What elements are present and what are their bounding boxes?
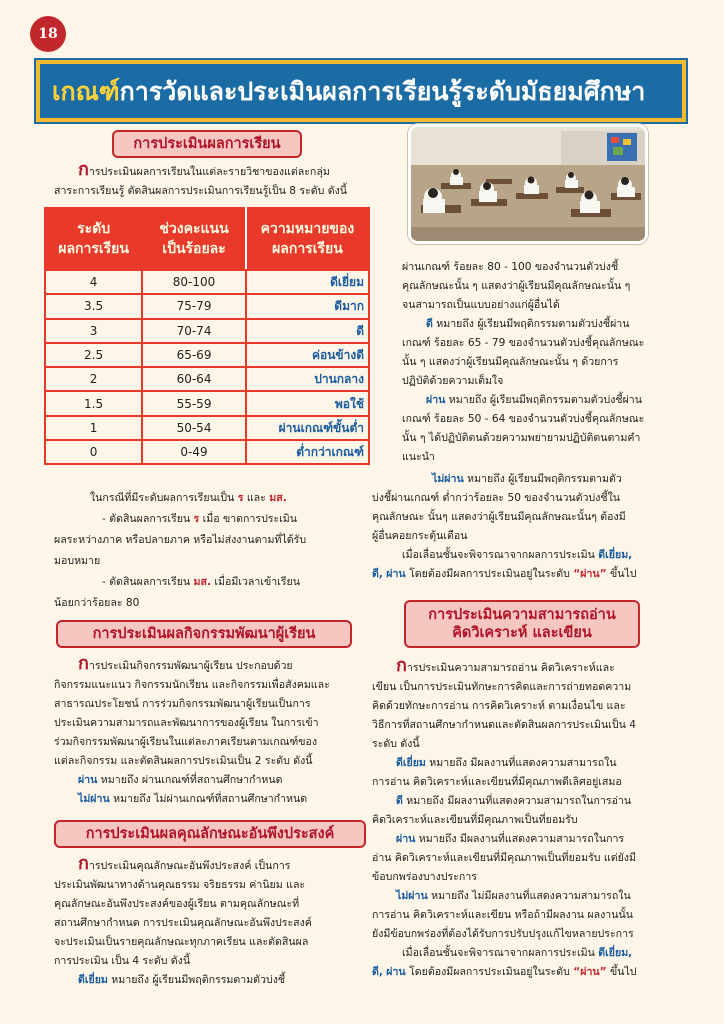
range-cell: 60-64 — [142, 367, 246, 391]
table-row — [45, 416, 369, 440]
reading-text: การประเมินความสามารถอ่าน คิดวิเคราะห์และ เขียน เป็นการประเมินทักษะการคิดและการถ่ายทอดความ คิดด้วยทักษะการอ่าน การคิดวิเคราะห์ ตามเงื่อนไข และ วิธีการที่สถานศึกษากำหนดและตัดสินผลการประเมินเป็น 4 ระดับ ดังนี้ ดีเยี่ยม หมายถึง มีผลงานที่แสดงความสามารถใน การอ่าน คิดวิเคราะห์และเขียนที่มีคุณภาพดีเลิศอยู่เสมอ ดี หมายถึง มีผลงานที่แสดงความสามารถในการอ่าน คิดวิเคราะห์และเขียนที่มีคุณภาพเป็นที่ยอมรับ ผ่าน หมายถึง มีผลงานที่แสดงความสามารถในการ อ่าน คิดวิเคราะห์และเขียนที่มีคุณภาพเป็นที่ยอมรับ แต่ยังมี ข้อบกพร่องบางประการ ไม่ผ่าน หมายถึง ไม่มีผลงานที่แสดงความสามารถใน การอ่าน คิดวิเคราะห์และเขียน หรือถ้ามีผลงาน ผลงานนั้น ยังมีข้อบกพร่องที่ต้องได้รับการปรับปรุงแก้ไขหลายประการ เมื่อเลื่อนชั้นจะพิจารณาจากผลการประเมิน ดีเยี่ยม, ดี, ผ่าน โดยต้องมีผลการประเมินอยู่ในระดับ “ผ่าน” ขึ้นไป — [372, 655, 637, 978]
table-row — [45, 391, 369, 415]
learning-assessment-heading: การประเมินผลการเรียน — [112, 130, 302, 158]
page-number: 18 — [30, 16, 66, 52]
range-cell: 80-100 — [142, 270, 246, 294]
grade-cell: 1.5 — [45, 391, 142, 415]
character-assessment-heading: การประเมินผลคุณลักษณะอันพึงประสงค์ — [54, 820, 366, 848]
grade-header-range: ช่วงคะแนน เป็นร้อยละ — [142, 208, 246, 270]
grade-header-meaning: ความหมายของ ผลการเรียน — [246, 208, 369, 270]
meaning-cell: ดีมาก — [246, 294, 369, 318]
grade-table — [44, 207, 370, 465]
character-fail-text: ไม่ผ่าน หมายถึง ผู้เรียนมีพฤติกรรมตามตัว บ่งชี้ผ่านเกณฑ์ ต่ำกว่าร้อยละ 50 ของจำนวนตัวบ่งชี้ใน คุณลักษณะ นั้นๆ แสดงว่าผู้เรียนมีคุณลักษณะนั้นๆ ต้องมี ผู้อื่นคอยกระตุ้นเตือน เมื่อเลื่อนชั้นจะพิจารณาจากผลการประเมิน ดีเยี่ยม, ดี, ผ่าน โดยต้องมีผลการประเมินอยู่ในระดับ “ผ่าน” ขึ้นไป — [372, 473, 637, 580]
table-row — [45, 294, 369, 318]
special-grades-text: ในกรณีที่มีระดับผลการเรียนเป็น ร และ มส. - ตัดสินผลการเรียน ร เมื่อ ขาดการประเมิน ผลระหว่างภาค หรือปลายภาค หรือไม่ส่งงานตามที่ได้รับ มอบหมาย - ตัดสินผลการเรียน มส. เมื่อมีเวลาเข้าเรียน น้อยกว่าร้อยละ 80 — [54, 492, 307, 609]
grade-cell: 1 — [45, 416, 142, 440]
drop-cap: ก — [78, 853, 89, 874]
range-cell: 75-79 — [142, 294, 246, 318]
page-title — [36, 60, 686, 122]
grade-cell: 0 — [45, 440, 142, 464]
table-row — [45, 440, 369, 464]
grade-cell: 4 — [45, 270, 142, 294]
range-cell: 70-74 — [142, 319, 246, 343]
table-row — [45, 270, 369, 294]
drop-cap: ก — [78, 159, 89, 180]
character-text: การประเมินคุณลักษณะอันพึงประสงค์ เป็นการ ประเมินพัฒนาทางด้านคุณธรรม จริยธรรม ค่านิยม และ คุณลักษณะอันพึงประสงค์ของผู้เรียน ตามคุณลักษณะที่ สถานศึกษากำหนด การประเมินคุณลักษณะอันพึงประสงค์ จะประเมินเป็นรายคุณลักษณะทุกภาคเรียน และตัดสินผล การประเมิน เป็น 4 ระดับ ดังนี้ ดีเยี่ยม หมายถึง ผู้เรียนมีพฤติกรรมตามตัวบ่งชี้ — [54, 853, 312, 986]
grade-cell: 3 — [45, 319, 142, 343]
meaning-cell: ค่อนข้างดี — [246, 343, 369, 367]
range-cell: 50-54 — [142, 416, 246, 440]
table-row — [45, 343, 369, 367]
meaning-cell: ผ่านเกณฑ์ขั้นต่ำ — [246, 416, 369, 440]
character-text-continued: ผ่านเกณฑ์ ร้อยละ 80 - 100 ของจำนวนตัวบ่งชี้ คุณลักษณะนั้น ๆ แสดงว่าผู้เรียนมีคุณลักษณะนั้น ๆ จนสามารถเป็นแบบอย่างแก่ผู้อื่นได้ ดี หมายถึง ผู้เรียนมีพฤติกรรมตามตัวบ่งชี้ผ่าน เกณฑ์ ร้อยละ 65 - 79 ของจำนวนตัวบ่งชี้คุณลักษณะ นั้น ๆ แสดงว่าผู้เรียนมีคุณลักษณะนั้น ๆ ด้วยการ ปฏิบัติด้วยความเต็มใจ ผ่าน หมายถึง ผู้เรียนมีพฤติกรรมตามตัวบ่งชี้ผ่าน เกณฑ์ ร้อยละ 50 - 64 ของจำนวนตัวบ่งชี้คุณลักษณะ นั้น ๆ ได้ปฏิบัติตนด้วยความพยายามปฏิบัติตนตามคำ แนะนำ — [402, 261, 645, 463]
title-rest: การวัดและประเมินผลการเรียนรู้ระดับมัธยมศึกษา — [119, 76, 646, 106]
classroom-illustration — [411, 127, 645, 241]
range-cell: 55-59 — [142, 391, 246, 415]
activity-text: การประเมินกิจกรรมพัฒนาผู้เรียน ประกอบด้วย กิจกรรมแนะแนว กิจกรรมนักเรียน และกิจกรรมเพื่อสังคมและ สาธารณประโยชน์ การร่วมกิจกรรมพัฒนาผู้เรียนเป็นการ ประเมินความสามารถและพัฒนาการของผู้เรียน ในการเข้า ร่วมกิจกรรมพัฒนาผู้เรียนในแต่ละภาคเรียนตามเกณฑ์ของ แต่ละกิจกรรม และตัดสินผลการประเมินเป็น 2 ระดับ ดังนี้ ผ่าน หมายถึง ผ่านเกณฑ์ที่สถานศึกษากำหนด ไม่ผ่าน หมายถึง ไม่ผ่านเกณฑ์ที่สถานศึกษากำหนด — [54, 653, 330, 805]
range-cell: 0-49 — [142, 440, 246, 464]
meaning-cell: ต่ำกว่าเกณฑ์ — [246, 440, 369, 464]
range-cell: 65-69 — [142, 343, 246, 367]
activity-assessment-heading: การประเมินผลกิจกรรมพัฒนาผู้เรียน — [56, 620, 352, 648]
table-row — [45, 367, 369, 391]
title-highlight: เกณฑ์ — [52, 76, 120, 106]
meaning-cell: ดี — [246, 319, 369, 343]
grade-cell: 2 — [45, 367, 142, 391]
grade-cell: 3.5 — [45, 294, 142, 318]
drop-cap: ก — [396, 655, 407, 676]
classroom-photo — [408, 124, 648, 244]
drop-cap: ก — [78, 653, 89, 674]
reading-assessment-heading: การประเมินความสามารถอ่าน คิดวิเคราะห์ และเขียน — [404, 600, 640, 648]
meaning-cell: ดีเยี่ยม — [246, 270, 369, 294]
grade-cell: 2.5 — [45, 343, 142, 367]
meaning-cell: ปานกลาง — [246, 367, 369, 391]
meaning-cell: พอใช้ — [246, 391, 369, 415]
table-row — [45, 319, 369, 343]
learning-intro: การประเมินผลการเรียนในแต่ละรายวิชาของแต่ละกลุ่ม สาระการเรียนรู้ ตัดสินผลการประเมินการเรียนรู้เป็น 8 ระดับ ดังนี้ — [54, 159, 348, 197]
grade-header-level: ระดับ ผลการเรียน — [45, 208, 142, 270]
